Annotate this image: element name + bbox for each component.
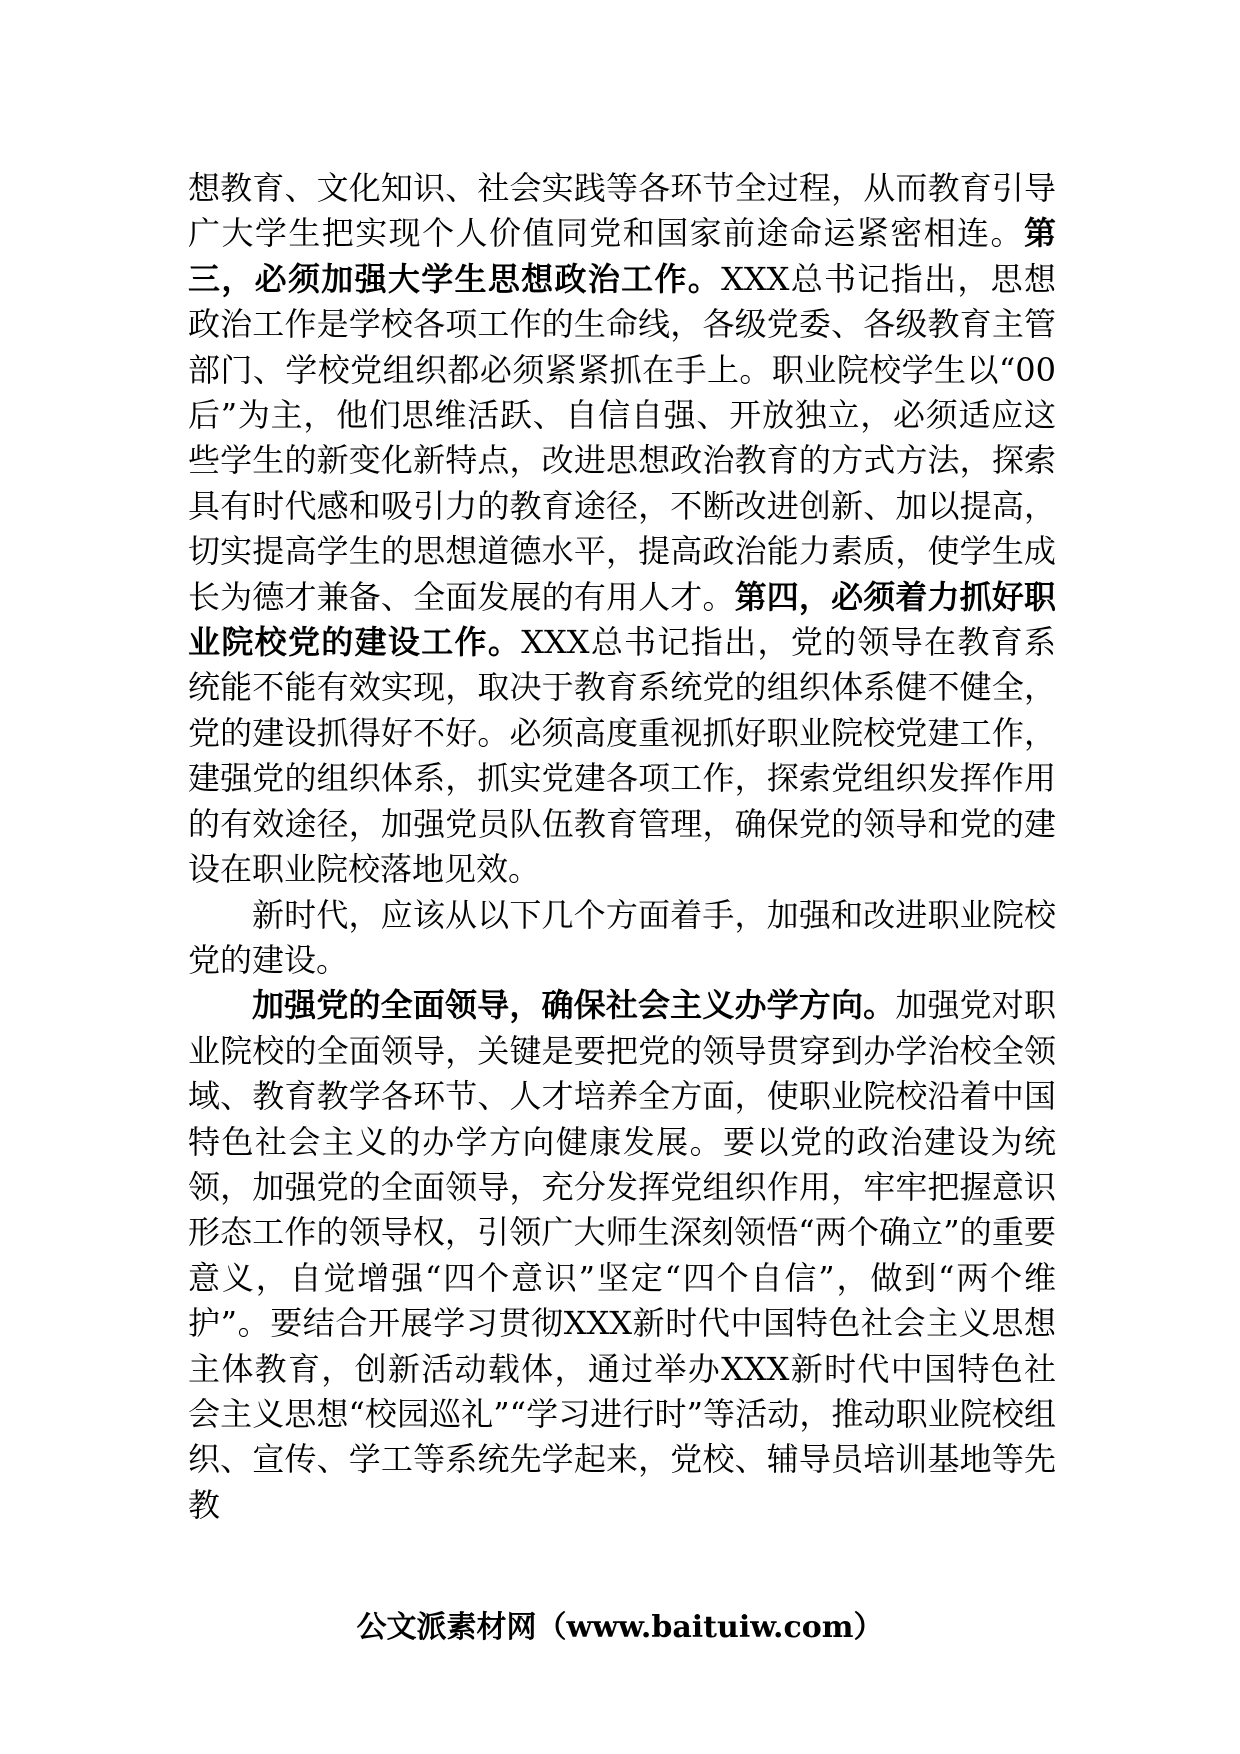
bold-heading-run: 第四，必须着力抓好职业院校党的建设工作。 [188,577,1056,662]
text-run: 新时代，应该从以下几个方面着手，加强和改进职业院校党的建设。 [188,895,1056,979]
text-run: XXX总书记指出，党的领导在教育系统能不能有效实现，取决于教育系统党的组织体系健不健全，党的建设抓得好不好。必须高度重视抓好职业院校党建工作，建强党的组织体系，抓实党建各项工作，探索党组织发挥作用的有效途径，加强党员队伍教育管理，确保党的领导和党的建设在职业院校落地见效。 [188,623,1056,889]
bold-heading-run: 加强党的全面领导，确保社会主义办学方向。 [252,986,896,1025]
paragraph [188,893,1056,984]
text-run: 加强党对职业院校的全面领导，关键是要把党的领导贯穿到办学治校全领域、教育教学各环节、人才培养全方面，使职业院校沿着中国特色社会主义的办学方向健康发展。要以党的政治建设为统领，加强党的全面领导，充分发挥党组织作用，牢牢把握意识形态工作的领导权，引领广大师生深刻领悟“两个确立”的重要意义，自觉增强“四个意识”坚定“四个自信”，做到“两个维护”。要结合开展学习贯彻XXX新时代中国特色社会主义思想主体教育，创新活动载体，通过举办XXX新时代中国特色社会主义思想“校园巡礼”“学习进行时”等活动，推动职业院校组织、宣传、学工等系统先学起来，党校、辅导员培训基地等先教 [188,986,1056,1524]
footer-source: 公文派素材网（www.baituiw.com） [356,1610,884,1645]
paragraph [188,166,1056,893]
body-text [188,166,1056,1528]
paragraph [188,983,1056,1528]
text-run: XXX总书记指出，思想政治工作是学校各项工作的生命线，各级党委、各级教育主管部门、学校党组织都必须紧紧抓在手上。职业院校学生以“00后”为主，他们思维活跃、自信自强、开放独立，必须适应这些学生的新变化新特点，改进思想政治教育的方式方法，探索具有时代感和吸引力的教育途径，不断改进创新、加以提高，切实提高学生的思想道德水平，提高政治能力素质，使学生成长为德才兼备、全面发展的有用人才。 [188,259,1056,616]
bold-heading-run: 第三，必须加强大学生思想政治工作。 [188,214,1056,298]
text-run: 想教育、文化知识、社会实践等各环节全过程，从而教育引导广大学生把实现个人价值同党和国家前途命运紧密相连。 [188,169,1056,253]
